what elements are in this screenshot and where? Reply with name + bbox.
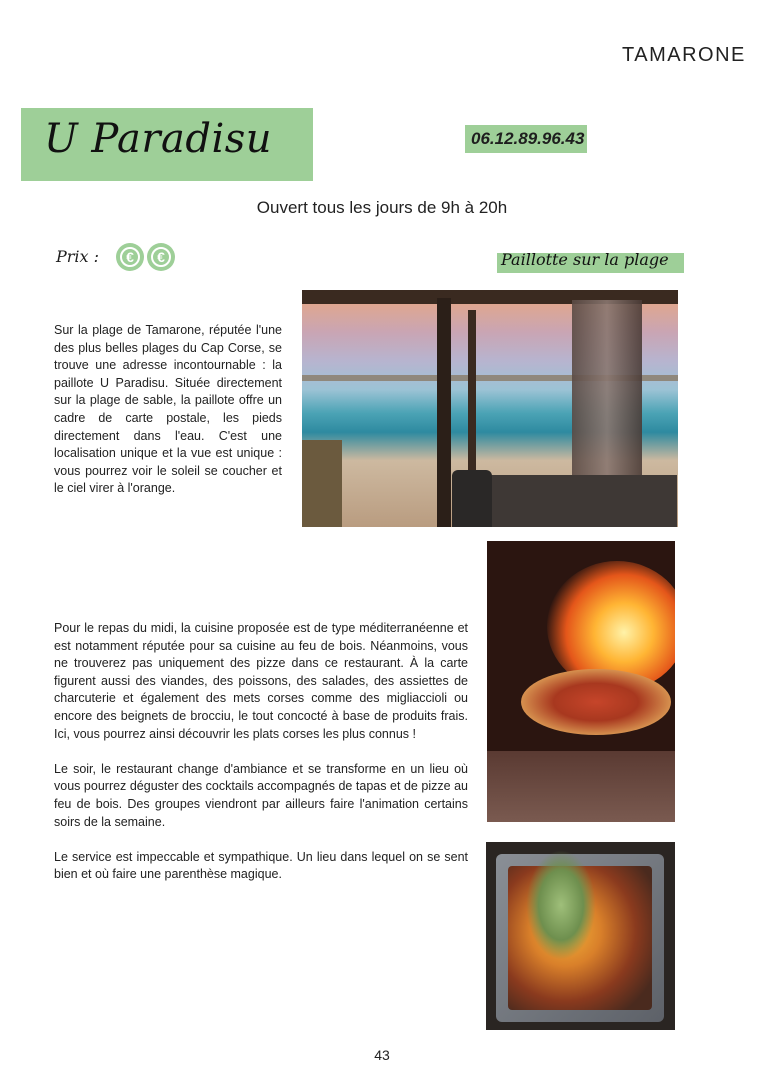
photo-chair bbox=[452, 470, 492, 527]
phone-number: 06.12.89.96.43 bbox=[471, 129, 585, 148]
price-label: Prix : bbox=[56, 247, 100, 266]
service-paragraph: Le service est impeccable et sympathique. Un lieu dans lequel on se sent bien et où faire une parenthèse magique. bbox=[54, 849, 468, 882]
photo-curtain bbox=[572, 300, 642, 475]
evening-paragraph: Le soir, le restaurant change d'ambiance et se transforme en un lieu où vous pourrez déguster des cocktails accompagnés de tapas et de pizze au feu de bois. Des groupes viendront par ailleurs faire l'animation certains soirs de la semaine. bbox=[54, 761, 468, 829]
restaurant-title: U Paradisu bbox=[44, 116, 273, 162]
euro-symbol: € bbox=[151, 247, 171, 267]
roasted-dish-photo bbox=[486, 842, 675, 1030]
page-number: 43 bbox=[374, 1047, 390, 1063]
beach-paillote-photo bbox=[302, 290, 678, 527]
description-text bbox=[54, 620, 468, 902]
pizza-oven-photo bbox=[487, 541, 675, 822]
photo-pizza bbox=[521, 669, 671, 735]
euro-symbol: € bbox=[120, 247, 140, 267]
location-header: TAMARONE bbox=[622, 44, 746, 66]
opening-hours: Ouvert tous les jours de 9h à 20h bbox=[256, 198, 508, 217]
photo-table bbox=[492, 475, 677, 527]
photo-rosemary bbox=[526, 850, 596, 960]
photo-post bbox=[437, 298, 451, 527]
euro-icon bbox=[147, 243, 175, 271]
euro-icon bbox=[116, 243, 144, 271]
photo-oven-floor bbox=[487, 751, 675, 822]
photo-plant bbox=[302, 440, 342, 527]
intro-paragraph: Sur la plage de Tamarone, réputée l'une des plus belles plages du Cap Corse, se trouve une adresse incontournable : la paillote U Paradisu. Située directement sur la plage de sable, la paillote offre un cadre de carte postale, les pieds directement dans l'eau. C'est une localisation unique et la vue est unique : vous pourrez voir le soleil se coucher et le ciel virer à l'orange. bbox=[54, 323, 282, 496]
lunch-paragraph: Pour le repas du midi, la cuisine proposée est de type méditerranéenne et est notamment réputée pour sa cuisine au feu de bois. Néanmoins, vous ne trouverez pas uniquement des pizze dans ce restaurant. À la carte figurent aussi des viandes, des poissons, des salades, des assiettes de charcuterie et également des mets corses comme des migliaccioli ou encore des beignets de brocciu, le tout concocté à base de produits frais. Ici, vous pourrez ainsi découvrir les plats corses les plus connus ! bbox=[54, 621, 468, 741]
tagline: Paillotte sur la plage bbox=[501, 250, 669, 269]
